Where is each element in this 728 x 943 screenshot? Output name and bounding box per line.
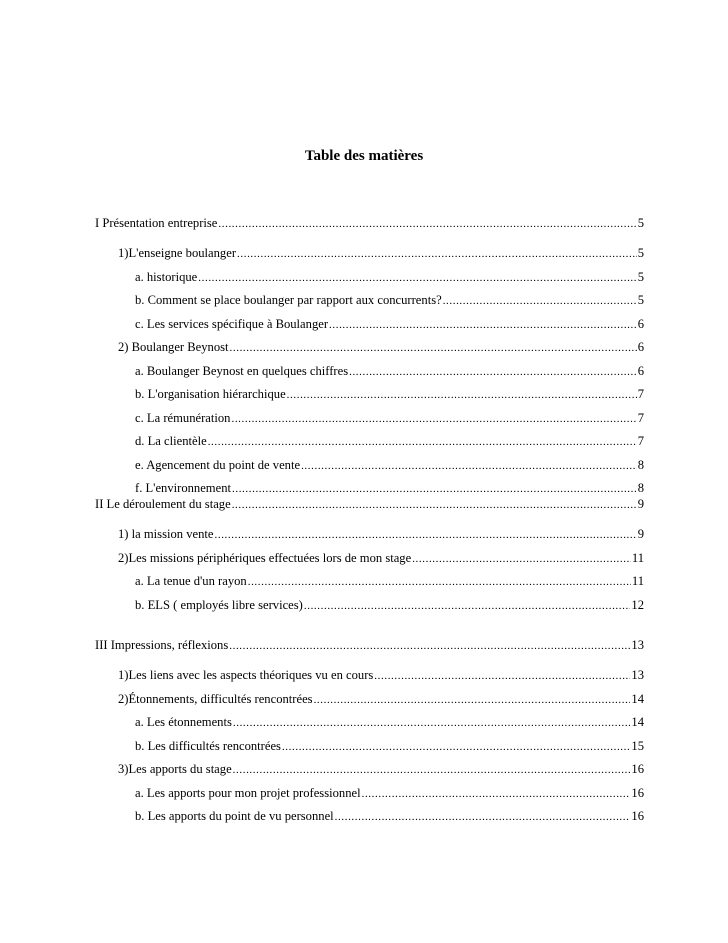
toc-subsection-entry[interactable] <box>118 550 644 567</box>
toc-leader-dots <box>233 762 631 778</box>
toc-entry-label: a. Les apports pour mon projet professionnel <box>135 785 361 800</box>
toc-leader-dots <box>233 715 631 731</box>
toc-entry-label: f. L'environnement <box>135 481 231 495</box>
toc-page-number: 16 <box>631 809 644 823</box>
toc-leader-dots <box>208 434 637 450</box>
toc-page-number: 14 <box>631 691 644 706</box>
toc-item-entry[interactable] <box>135 457 644 474</box>
toc-section-entry[interactable] <box>95 637 644 654</box>
toc-page-number: 13 <box>631 638 644 652</box>
toc-leader-dots <box>198 270 636 286</box>
toc-entry-label: II Le déroulement du stage <box>95 497 231 511</box>
toc-entry-label: a. historique <box>135 269 198 284</box>
toc-item-entry[interactable] <box>135 433 644 450</box>
toc-leader-dots <box>314 692 631 708</box>
toc-entry-label: 1)Les liens avec les aspects théoriques vu en cours <box>118 668 374 682</box>
toc-subsection-entry[interactable] <box>118 526 644 543</box>
toc-item-entry[interactable] <box>135 597 644 614</box>
toc-leader-dots <box>443 293 637 309</box>
toc-entry-label: b. ELS ( employés libre services) <box>135 597 303 612</box>
page-title: Table des matières <box>304 148 424 164</box>
toc-item-entry[interactable] <box>135 316 644 333</box>
toc-section-entry[interactable] <box>95 215 644 232</box>
toc-item-entry[interactable] <box>135 269 644 286</box>
toc-subsection-entry[interactable] <box>118 245 644 262</box>
toc-page-number: 13 <box>631 668 644 682</box>
toc-page-number: 11 <box>631 550 644 565</box>
toc-page-number: 8 <box>637 457 644 472</box>
toc-leader-dots <box>329 317 637 333</box>
toc-page-number: 16 <box>631 762 644 776</box>
toc-leader-dots <box>231 411 636 427</box>
toc-entry-label: a. La tenue d'un rayon <box>135 574 247 588</box>
toc-subsection-entry[interactable] <box>118 339 644 356</box>
toc-entry-label: 2) Boulanger Beynost <box>118 340 229 354</box>
toc-entry-label: b. Comment se place boulanger par rapport aux concurrents? <box>135 293 442 307</box>
toc-entry-label: 3)Les apports du stage <box>118 762 232 776</box>
toc-leader-dots <box>229 638 630 654</box>
toc-page-number: 8 <box>637 481 644 495</box>
toc-page-number: 5 <box>637 216 644 230</box>
toc-entry-label: b. L'organisation hiérarchique <box>135 387 286 401</box>
toc-page-number: 15 <box>631 738 644 753</box>
toc-entry-label: III Impressions, réflexions <box>95 638 229 652</box>
toc-entry-label: 2)Les missions périphériques effectuées lors de mon stage <box>118 550 412 565</box>
toc-item-entry[interactable] <box>135 714 644 731</box>
toc-page-number: 7 <box>637 434 644 448</box>
toc-leader-dots <box>412 551 631 567</box>
toc-item-entry[interactable] <box>135 480 644 497</box>
toc-leader-dots <box>232 481 637 497</box>
toc-item-entry[interactable] <box>135 363 644 380</box>
toc-item-entry[interactable] <box>135 386 644 403</box>
toc-item-entry[interactable] <box>135 785 644 802</box>
toc-leader-dots <box>237 246 637 262</box>
toc-item-entry[interactable] <box>135 410 644 427</box>
toc-leader-dots <box>349 364 637 380</box>
toc-entry-label: c. Les services spécifique à Boulanger <box>135 316 329 331</box>
toc-leader-dots <box>230 340 637 356</box>
toc-entry-label: 1) la mission vente <box>118 527 214 541</box>
toc-entry-label: b. Les difficultés rencontrées <box>135 738 281 753</box>
toc-leader-dots <box>304 598 631 614</box>
toc-leader-dots <box>335 809 631 825</box>
toc-page-number: 14 <box>631 715 644 729</box>
toc-page-number: 7 <box>637 387 644 401</box>
toc-page-number: 6 <box>637 316 644 331</box>
toc-entry-label: a. Les étonnements <box>135 715 232 729</box>
toc-entry-label: e. Agencement du point de vente <box>135 457 301 472</box>
toc-page-number: 5 <box>637 246 644 260</box>
toc-page-number: 5 <box>637 293 644 307</box>
toc-page-number: 6 <box>637 363 644 378</box>
toc-item-entry[interactable] <box>135 292 644 309</box>
toc-page-number: 7 <box>637 410 644 425</box>
toc-leader-dots <box>248 574 631 590</box>
toc-leader-dots <box>374 668 630 684</box>
toc-leader-dots <box>218 216 636 232</box>
toc-entry-label: 2)Étonnements, difficultés rencontrées <box>118 691 313 706</box>
toc-item-entry[interactable] <box>135 573 644 590</box>
toc-leader-dots <box>232 497 637 513</box>
toc-leader-dots <box>362 786 631 802</box>
toc-page-number: 6 <box>637 340 644 354</box>
toc-page-number: 9 <box>637 527 644 541</box>
toc-entry-label: 1)L'enseigne boulanger <box>118 246 237 260</box>
toc-entry-label: a. Boulanger Beynost en quelques chiffres <box>135 363 349 378</box>
toc-item-entry[interactable] <box>135 808 644 825</box>
toc-leader-dots <box>301 458 637 474</box>
toc-entry-label: d. La clientèle <box>135 434 207 448</box>
toc-page-number: 5 <box>637 269 644 284</box>
toc-leader-dots <box>287 387 637 403</box>
toc-subsection-entry[interactable] <box>118 667 644 684</box>
toc-entry-label: I Présentation entreprise <box>95 216 218 230</box>
toc-entry-label: c. La rémunération <box>135 410 231 425</box>
toc-page-number: 9 <box>637 497 644 511</box>
toc-leader-dots <box>282 739 630 755</box>
toc-leader-dots <box>215 527 637 543</box>
toc-page-number: 16 <box>631 785 644 800</box>
toc-subsection-entry[interactable] <box>118 761 644 778</box>
toc-subsection-entry[interactable] <box>118 691 644 708</box>
toc-page-number: 11 <box>631 574 644 588</box>
toc-item-entry[interactable] <box>135 738 644 755</box>
toc-entry-label: b. Les apports du point de vu personnel <box>135 809 334 823</box>
toc-page-number: 12 <box>631 597 644 612</box>
toc-section-entry[interactable] <box>95 496 644 513</box>
